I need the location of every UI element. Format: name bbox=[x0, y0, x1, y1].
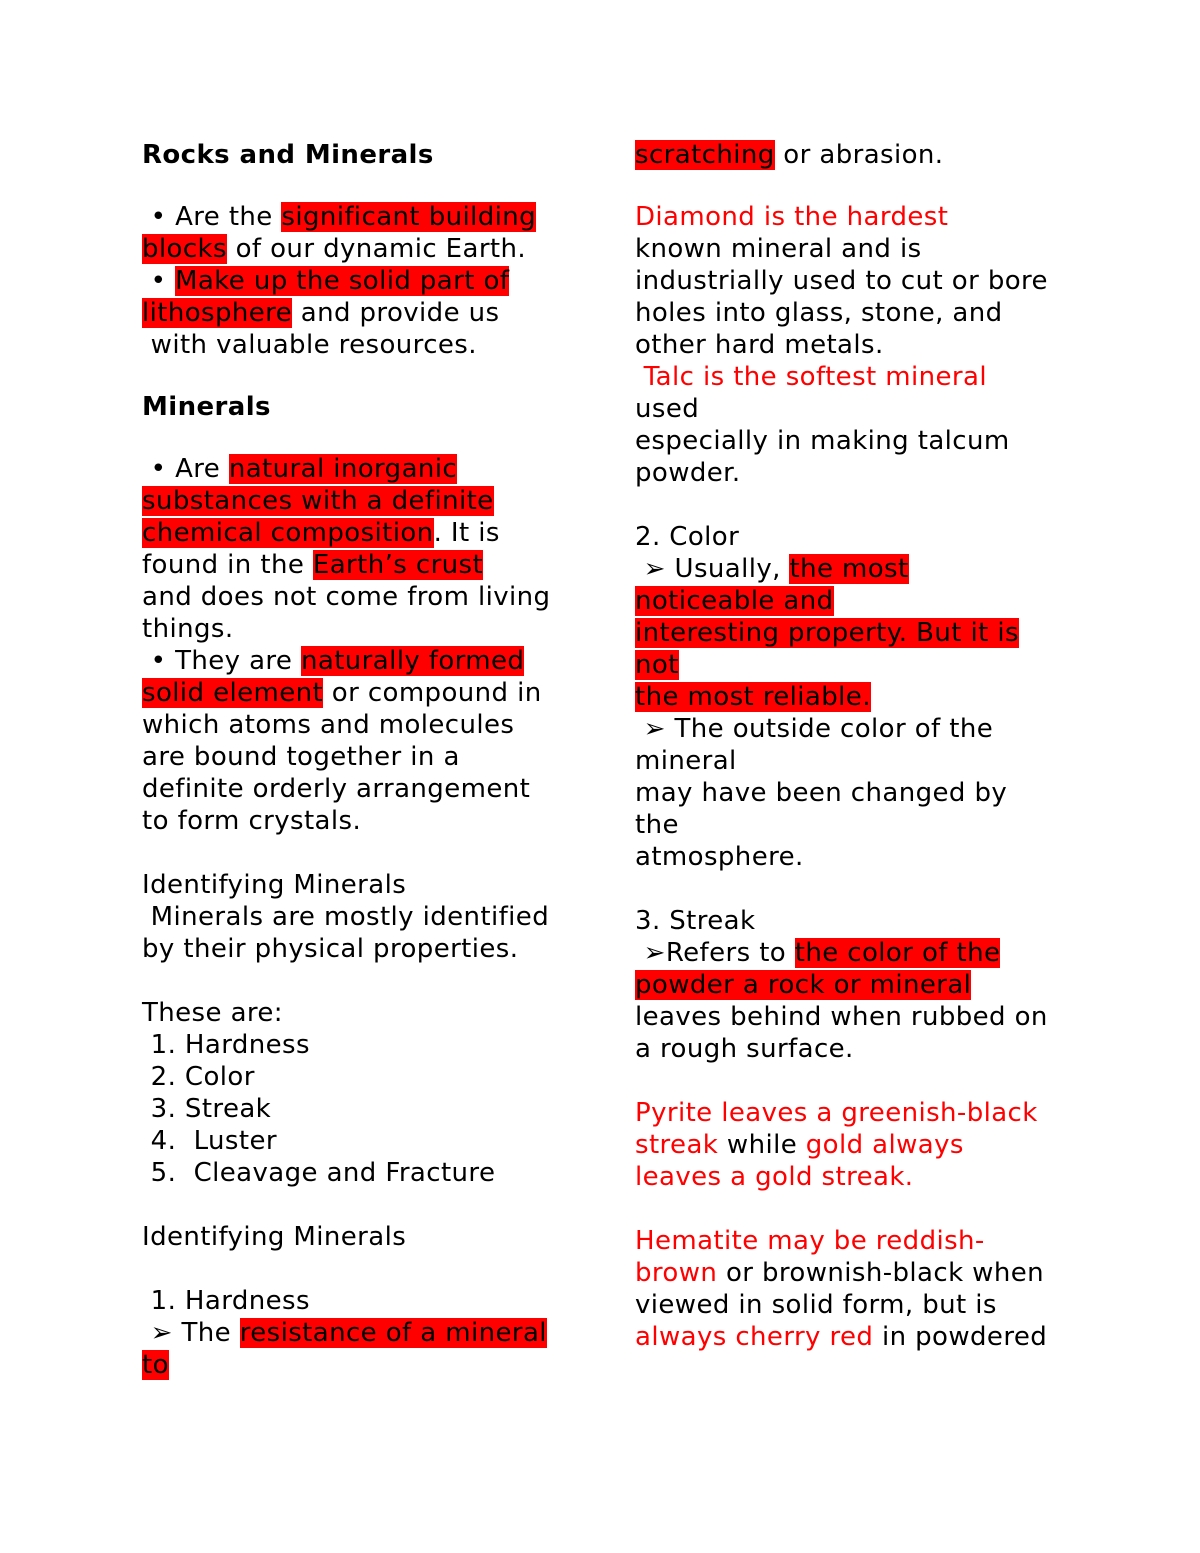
text-span: holes into glass, stone, and bbox=[635, 298, 1003, 328]
red-text: brown bbox=[635, 1258, 718, 1288]
text-line bbox=[635, 1257, 1075, 1289]
text-span: other hard metals. bbox=[635, 330, 884, 360]
highlighted-text: significant building bbox=[281, 202, 537, 232]
text-line bbox=[142, 549, 582, 581]
highlighted-text: the color of the bbox=[794, 938, 1001, 968]
highlighted-text: the most reliable. bbox=[635, 682, 871, 712]
text-line bbox=[635, 1097, 1075, 1129]
text-line bbox=[635, 553, 1075, 585]
blank-line bbox=[635, 1065, 1075, 1097]
highlighted-text: chemical composition bbox=[142, 518, 434, 548]
text-line bbox=[142, 613, 582, 645]
text-span: to form crystals. bbox=[142, 806, 362, 836]
text-span: definite orderly arrangement bbox=[142, 774, 531, 804]
text-line bbox=[635, 1289, 1075, 1321]
right-column bbox=[635, 139, 1075, 1353]
text-span: are bound together in a bbox=[142, 742, 460, 772]
text-line bbox=[142, 201, 582, 233]
text-line bbox=[142, 233, 582, 265]
text-line bbox=[142, 485, 582, 517]
highlighted-text: resistance of a mineral bbox=[239, 1318, 547, 1348]
section-heading bbox=[142, 391, 582, 423]
text-line bbox=[142, 997, 582, 1029]
text-span: powder. bbox=[635, 458, 741, 488]
text-line bbox=[142, 453, 582, 485]
text-line bbox=[142, 1221, 582, 1253]
red-text: always cherry red bbox=[635, 1322, 874, 1352]
red-text: leaves a gold streak. bbox=[635, 1162, 914, 1192]
highlighted-text: interesting property. But it is bbox=[635, 618, 1019, 648]
blank-line bbox=[635, 873, 1075, 905]
text-span: and does not come from living bbox=[142, 582, 551, 612]
text-span: 4. Luster bbox=[142, 1126, 277, 1156]
text-line bbox=[142, 869, 582, 901]
text-line bbox=[635, 361, 1075, 393]
text-line bbox=[142, 677, 582, 709]
text-span: which atoms and molecules bbox=[142, 710, 515, 740]
text-span: ➢Refers to bbox=[635, 938, 795, 968]
text-span: Minerals bbox=[142, 392, 271, 422]
text-span: leaves behind when rubbed on bbox=[635, 1002, 1048, 1032]
text-span: ➢ The outside color of the bbox=[635, 714, 994, 744]
text-line bbox=[635, 201, 1075, 233]
text-line bbox=[635, 777, 1075, 809]
text-span: 3. Streak bbox=[142, 1094, 272, 1124]
text-line bbox=[142, 1157, 582, 1189]
text-span: • They are bbox=[142, 646, 301, 676]
blank-line bbox=[635, 489, 1075, 521]
text-span: Identifying Minerals bbox=[142, 870, 407, 900]
text-span: and provide us bbox=[292, 298, 500, 328]
text-line bbox=[142, 645, 582, 677]
highlighted-text: Make up the solid part of bbox=[175, 266, 510, 296]
paragraph-gap bbox=[142, 171, 582, 201]
text-line bbox=[635, 521, 1075, 553]
text-span: • Are bbox=[142, 454, 229, 484]
text-line bbox=[142, 709, 582, 741]
text-line bbox=[635, 1225, 1075, 1257]
text-line bbox=[635, 393, 1075, 425]
text-span: industrially used to cut or bore bbox=[635, 266, 1048, 296]
highlighted-text: natural inorganic bbox=[228, 454, 458, 484]
text-line bbox=[635, 809, 1075, 841]
red-text: Talc is the softest mineral bbox=[635, 362, 987, 392]
text-span: 1. Hardness bbox=[142, 1030, 310, 1060]
text-line bbox=[635, 297, 1075, 329]
text-line bbox=[635, 713, 1075, 745]
left-column bbox=[142, 139, 582, 1381]
highlighted-text: solid element bbox=[142, 678, 324, 708]
text-line bbox=[635, 1129, 1075, 1161]
text-span: may have been changed by bbox=[635, 778, 1008, 808]
text-line bbox=[142, 773, 582, 805]
text-line bbox=[635, 937, 1075, 969]
blank-line bbox=[142, 837, 582, 869]
text-line bbox=[635, 1321, 1075, 1353]
text-span: especially in making talcum bbox=[635, 426, 1010, 456]
text-line bbox=[142, 1317, 582, 1349]
text-line bbox=[635, 969, 1075, 1001]
highlighted-text: not bbox=[635, 650, 679, 680]
text-span: used bbox=[635, 394, 700, 424]
text-line bbox=[142, 329, 582, 361]
text-span: a rough surface. bbox=[635, 1034, 854, 1064]
text-line bbox=[635, 233, 1075, 265]
text-line bbox=[635, 425, 1075, 457]
text-span: 3. Streak bbox=[635, 906, 756, 936]
paragraph-gap bbox=[142, 423, 582, 453]
text-span: or compound in bbox=[323, 678, 542, 708]
text-line bbox=[142, 1125, 582, 1157]
text-line bbox=[142, 1061, 582, 1093]
highlighted-text: blocks bbox=[142, 234, 227, 264]
text-line bbox=[635, 905, 1075, 937]
text-span: found in the bbox=[142, 550, 313, 580]
text-line bbox=[142, 1093, 582, 1125]
blank-line bbox=[635, 1193, 1075, 1225]
text-line bbox=[142, 581, 582, 613]
text-span: mineral bbox=[635, 746, 737, 776]
text-span: 2. Color bbox=[142, 1062, 255, 1092]
highlighted-text: to bbox=[142, 1350, 169, 1380]
paragraph-gap bbox=[142, 361, 582, 391]
paragraph-gap bbox=[635, 171, 1075, 201]
text-span: with valuable resources. bbox=[142, 330, 477, 360]
text-line bbox=[635, 1161, 1075, 1193]
text-span: viewed in solid form, but is bbox=[635, 1290, 997, 1320]
blank-line bbox=[142, 1253, 582, 1285]
text-span: 1. Hardness bbox=[142, 1286, 310, 1316]
text-line bbox=[635, 265, 1075, 297]
text-span: of our dynamic Earth. bbox=[226, 234, 527, 264]
text-line bbox=[635, 329, 1075, 361]
text-span: in powdered bbox=[873, 1322, 1048, 1352]
highlighted-text: substances with a definite bbox=[142, 486, 494, 516]
red-text: Hematite may be reddish- bbox=[635, 1226, 985, 1256]
text-line bbox=[142, 741, 582, 773]
text-line bbox=[142, 933, 582, 965]
text-span: Rocks and Minerals bbox=[142, 140, 434, 170]
blank-line bbox=[142, 965, 582, 997]
text-line bbox=[635, 745, 1075, 777]
text-span: the bbox=[635, 810, 679, 840]
text-line bbox=[142, 805, 582, 837]
text-span: atmosphere. bbox=[635, 842, 804, 872]
text-line bbox=[635, 585, 1075, 617]
text-line bbox=[635, 1001, 1075, 1033]
highlighted-text: the most bbox=[789, 554, 909, 584]
text-span: 5. Cleavage and Fracture bbox=[142, 1158, 496, 1188]
red-text: streak bbox=[635, 1130, 719, 1160]
text-line bbox=[635, 457, 1075, 489]
red-text: Diamond is the hardest bbox=[635, 202, 949, 232]
text-span: Identifying Minerals bbox=[142, 1222, 407, 1252]
highlighted-text: naturally formed bbox=[301, 646, 525, 676]
text-span: Minerals are mostly identified bbox=[142, 902, 550, 932]
text-span: ➢ The bbox=[142, 1318, 240, 1348]
text-span: while bbox=[718, 1130, 806, 1160]
blank-line bbox=[142, 1189, 582, 1221]
text-span: things. bbox=[142, 614, 234, 644]
highlighted-text: scratching bbox=[635, 140, 775, 170]
section-heading bbox=[142, 139, 582, 171]
text-span: by their physical properties. bbox=[142, 934, 519, 964]
text-line bbox=[635, 681, 1075, 713]
text-line bbox=[142, 297, 582, 329]
text-line bbox=[635, 1033, 1075, 1065]
text-line bbox=[635, 617, 1075, 649]
text-line bbox=[142, 1349, 582, 1381]
highlighted-text: lithosphere bbox=[142, 298, 293, 328]
text-span: or brownish-black when bbox=[717, 1258, 1045, 1288]
highlighted-text: noticeable and bbox=[635, 586, 834, 616]
text-line bbox=[142, 901, 582, 933]
red-text: gold always bbox=[805, 1130, 964, 1160]
text-span: • bbox=[142, 266, 176, 296]
text-span: These are: bbox=[142, 998, 283, 1028]
text-line bbox=[635, 841, 1075, 873]
text-span: ➢ Usually, bbox=[635, 554, 790, 584]
text-line bbox=[142, 265, 582, 297]
text-span: known mineral and is bbox=[635, 234, 922, 264]
highlighted-text: Earth’s crust bbox=[312, 550, 484, 580]
text-line bbox=[635, 139, 1075, 171]
text-line bbox=[142, 1285, 582, 1317]
text-line bbox=[142, 1029, 582, 1061]
text-line bbox=[142, 517, 582, 549]
text-span: 2. Color bbox=[635, 522, 740, 552]
red-text: Pyrite leaves a greenish-black bbox=[635, 1098, 1038, 1128]
text-line bbox=[635, 649, 1075, 681]
highlighted-text: powder a rock or mineral bbox=[635, 970, 972, 1000]
text-span: . It is bbox=[433, 518, 500, 548]
text-span: or abrasion. bbox=[774, 140, 944, 170]
text-span: • Are the bbox=[142, 202, 282, 232]
